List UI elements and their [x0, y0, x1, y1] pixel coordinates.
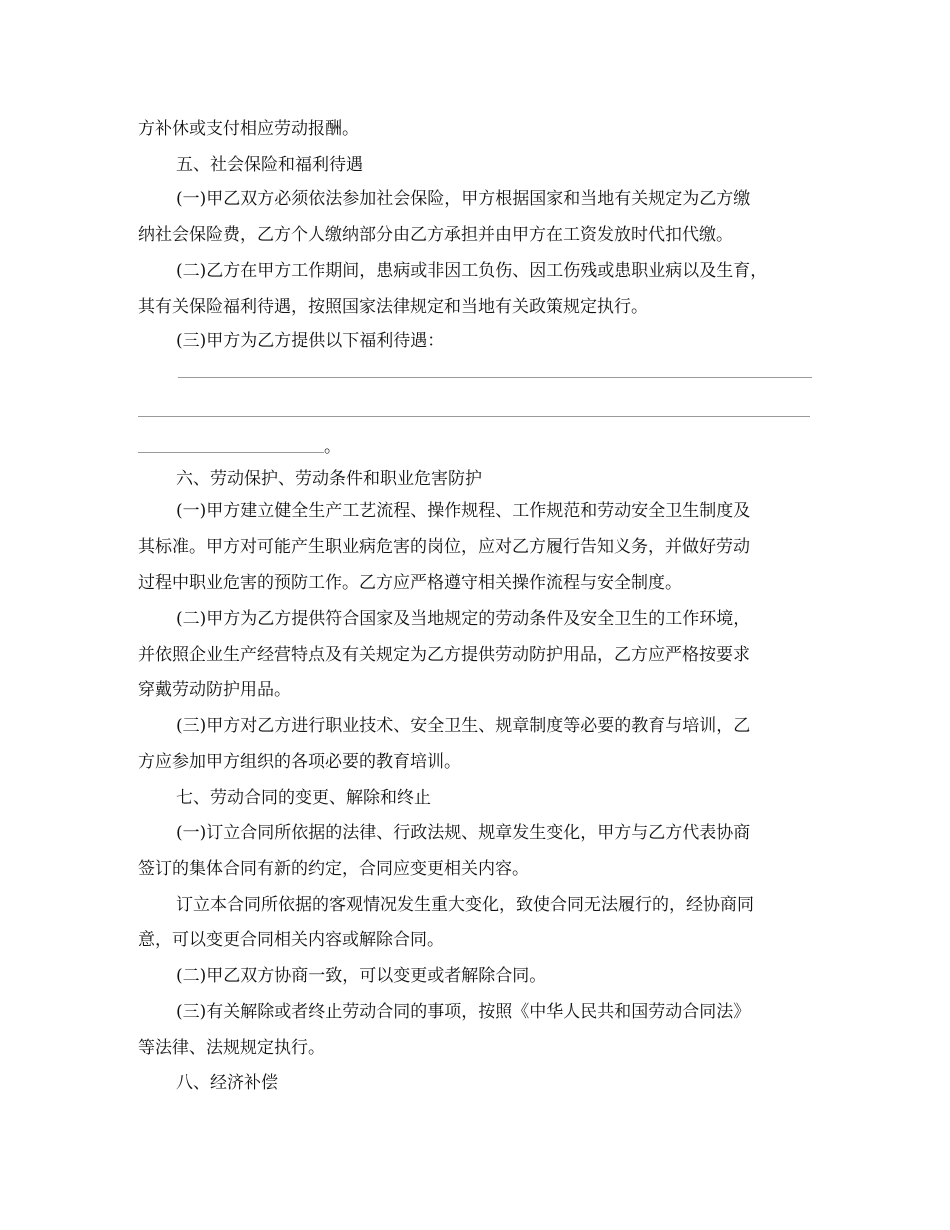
paragraph-line: 等法律、法规规定执行。	[138, 1038, 325, 1058]
paragraph-line: 方补休或支付相应劳动报酬。	[138, 119, 359, 139]
paragraph-line: (二)甲乙双方协商一致，可以变更或者解除合同。	[176, 966, 547, 986]
paragraph-line: 并依照企业生产经营特点及有关规定为乙方提供劳动防护用品，乙方应严格按要求	[138, 645, 750, 665]
blank-fill-line	[138, 452, 324, 453]
paragraph-line: (二)乙方在甲方工作期间，患病或非因工负伤、因工伤残或患职业病以及生育，	[176, 261, 768, 281]
section-heading-7: 七、劳动合同的变更、解除和终止	[176, 788, 431, 808]
section-heading-8: 八、经济补偿	[176, 1073, 278, 1093]
paragraph-line: 其标准。甲方对可能产生职业病危害的岗位，应对乙方履行告知义务，并做好劳动	[138, 537, 750, 557]
paragraph-line: 签订的集体合同有新的约定，合同应变更相关内容。	[138, 859, 529, 879]
section-heading-6: 六、劳动保护、劳动条件和职业危害防护	[176, 469, 482, 489]
paragraph-line: 过程中职业危害的预防工作。乙方应严格遵守相关操作流程与安全制度。	[138, 573, 682, 593]
paragraph-line: 方应参加甲方组织的各项必要的教育培训。	[138, 752, 461, 772]
paragraph-line: 纳社会保险费，乙方个人缴纳部分由乙方承担并由甲方在工资发放时代扣代缴。	[138, 225, 733, 245]
blank-fill-line	[138, 416, 810, 417]
paragraph-line: 订立本合同所依据的客观情况发生重大变化，致使合同无法履行的，经协商同	[176, 895, 754, 915]
paragraph-line: (三)有关解除或者终止劳动合同的事项，按照《中华人民共和国劳动合同法》	[176, 1002, 751, 1022]
paragraph-line: (一)订立合同所依据的法律、行政法规、规章发生变化，甲方与乙方代表协商	[176, 823, 751, 843]
blank-end-mark: 。	[324, 437, 341, 457]
paragraph-line: (三)甲方对乙方进行职业技术、安全卫生、规章制度等必要的教育与培训，乙	[176, 716, 751, 736]
paragraph-line: (一)甲乙双方必须依法参加社会保险，甲方根据国家和当地有关规定为乙方缴	[176, 189, 751, 209]
paragraph-line: (三)甲方为乙方提供以下福利待遇：	[176, 331, 445, 351]
paragraph-line: 穿戴劳动防护用品。	[138, 680, 291, 700]
blank-fill-line	[178, 377, 812, 378]
paragraph-line: (二)甲方为乙方提供符合国家及当地规定的劳动条件及安全卫生的工作环境，	[176, 609, 751, 629]
paragraph-line: (一)甲方建立健全生产工艺流程、操作规程、工作规范和劳动安全卫生制度及	[176, 501, 751, 521]
paragraph-line: 其有关保险福利待遇，按照国家法律规定和当地有关政策规定执行。	[138, 297, 648, 317]
section-heading-5: 五、社会保险和福利待遇	[176, 155, 363, 175]
paragraph-line: 意，可以变更合同相关内容或解除合同。	[138, 930, 444, 950]
